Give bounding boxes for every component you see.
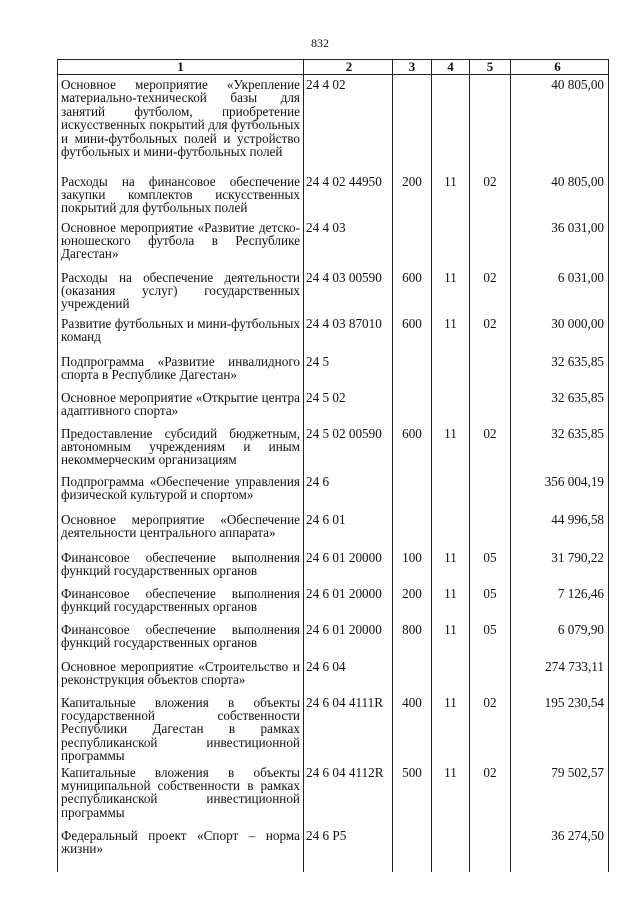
row-amount: 79 502,57 — [511, 763, 609, 826]
row-subsection — [470, 218, 511, 268]
row-section — [432, 472, 470, 510]
row-name: Расходы на обеспечение деятельности (оказания услуг) государственных учреждений — [58, 268, 304, 314]
row-subsection: 02 — [470, 424, 511, 472]
row-name: Федеральный проект «Спорт – норма жизни» — [58, 826, 304, 872]
table-row — [58, 218, 609, 268]
row-code: 24 6 04 4112R — [304, 763, 393, 826]
row-name: Основное мероприятие «Укрепление материально-технической базы для занятий футболом, приобретение искусственных покрытий для футбольных и мини-футбольных полей и устройство футбольных и мини-футбольных полей — [58, 75, 304, 172]
table-row — [58, 75, 609, 172]
row-subsection — [470, 826, 511, 872]
table-body — [58, 75, 609, 872]
row-code: 24 6 04 — [304, 657, 393, 693]
row-expense-type: 500 — [393, 763, 432, 826]
row-amount: 36 031,00 — [511, 218, 609, 268]
row-name: Основное мероприятие «Открытие центра адаптивного спорта» — [58, 388, 304, 424]
table-row — [58, 693, 609, 763]
row-code: 24 6 01 20000 — [304, 584, 393, 620]
row-subsection: 02 — [470, 268, 511, 314]
row-amount: 6 031,00 — [511, 268, 609, 314]
row-code: 24 5 02 00590 — [304, 424, 393, 472]
row-expense-type: 600 — [393, 268, 432, 314]
row-expense-type: 400 — [393, 693, 432, 763]
row-name: Основное мероприятие «Строительство и реконструкция объектов спорта» — [58, 657, 304, 693]
row-amount: 32 635,85 — [511, 352, 609, 388]
row-section — [432, 388, 470, 424]
page-number: 832 — [311, 36, 329, 50]
table-row — [58, 657, 609, 693]
row-code: 24 6 01 20000 — [304, 548, 393, 584]
row-subsection: 05 — [470, 620, 511, 657]
row-code: 24 5 — [304, 352, 393, 388]
row-name: Основное мероприятие «Развитие детско-юношеского футбола в Республике Дагестан» — [58, 218, 304, 268]
row-subsection — [470, 510, 511, 548]
row-amount: 30 000,00 — [511, 314, 609, 352]
header-col-5: 5 — [470, 60, 511, 75]
row-expense-type: 600 — [393, 314, 432, 352]
row-section: 11 — [432, 314, 470, 352]
table-row — [58, 424, 609, 472]
row-section: 11 — [432, 424, 470, 472]
row-subsection: 02 — [470, 314, 511, 352]
row-name: Подпрограмма «Развитие инвалидного спорта в Республике Дагестан» — [58, 352, 304, 388]
table-row — [58, 314, 609, 352]
row-amount: 6 079,90 — [511, 620, 609, 657]
row-name: Капитальные вложения в объекты государственной собственности Республики Дагестан в рамках республиканской инвестиционной программы — [58, 693, 304, 763]
row-expense-type — [393, 472, 432, 510]
row-subsection: 02 — [470, 693, 511, 763]
row-name: Финансовое обеспечение выполнения функций государственных органов — [58, 548, 304, 584]
row-amount: 40 805,00 — [511, 75, 609, 172]
table-row — [58, 584, 609, 620]
row-code: 24 4 02 — [304, 75, 393, 172]
header-col-6: 6 — [511, 60, 609, 75]
row-subsection: 05 — [470, 548, 511, 584]
row-subsection: 05 — [470, 584, 511, 620]
row-expense-type — [393, 352, 432, 388]
row-section: 11 — [432, 584, 470, 620]
table-row — [58, 172, 609, 218]
row-code: 24 6 — [304, 472, 393, 510]
row-code: 24 4 03 87010 — [304, 314, 393, 352]
row-code: 24 4 03 — [304, 218, 393, 268]
row-name: Развитие футбольных и мини-футбольных команд — [58, 314, 304, 352]
row-name: Подпрограмма «Обеспечение управления физической культурой и спортом» — [58, 472, 304, 510]
row-subsection: 02 — [470, 763, 511, 826]
header-col-3: 3 — [393, 60, 432, 75]
row-name: Капитальные вложения в объекты муниципальной собственности в рамках республиканской инвестиционной программы — [58, 763, 304, 826]
row-name: Основное мероприятие «Обеспечение деятельности центрального аппарата» — [58, 510, 304, 548]
row-subsection — [470, 657, 511, 693]
table-row — [58, 388, 609, 424]
row-name: Предоставление субсидий бюджетным, автономным учреждениям и иным некоммерческим организациям — [58, 424, 304, 472]
row-subsection — [470, 388, 511, 424]
row-section — [432, 218, 470, 268]
row-subsection — [470, 75, 511, 172]
row-amount: 7 126,46 — [511, 584, 609, 620]
header-col-2: 2 — [304, 60, 393, 75]
row-name: Финансовое обеспечение выполнения функций государственных органов — [58, 620, 304, 657]
row-code: 24 5 02 — [304, 388, 393, 424]
table-row — [58, 472, 609, 510]
row-amount: 32 635,85 — [511, 388, 609, 424]
row-section — [432, 657, 470, 693]
row-name: Финансовое обеспечение выполнения функций государственных органов — [58, 584, 304, 620]
row-subsection — [470, 472, 511, 510]
row-expense-type — [393, 75, 432, 172]
table-row — [58, 548, 609, 584]
row-expense-type: 100 — [393, 548, 432, 584]
row-expense-type — [393, 388, 432, 424]
budget-table — [57, 59, 609, 872]
row-section: 11 — [432, 693, 470, 763]
table-row — [58, 826, 609, 872]
row-expense-type — [393, 826, 432, 872]
table-row — [58, 268, 609, 314]
row-section: 11 — [432, 172, 470, 218]
row-expense-type: 200 — [393, 584, 432, 620]
row-section — [432, 510, 470, 548]
row-amount: 31 790,22 — [511, 548, 609, 584]
row-amount: 40 805,00 — [511, 172, 609, 218]
table-row — [58, 352, 609, 388]
row-section — [432, 352, 470, 388]
row-amount: 36 274,50 — [511, 826, 609, 872]
row-code: 24 4 03 00590 — [304, 268, 393, 314]
row-amount: 44 996,58 — [511, 510, 609, 548]
row-section: 11 — [432, 620, 470, 657]
row-code: 24 6 04 4111R — [304, 693, 393, 763]
row-expense-type: 200 — [393, 172, 432, 218]
row-amount: 356 004,19 — [511, 472, 609, 510]
row-code: 24 6 P5 — [304, 826, 393, 872]
row-name: Расходы на финансовое обеспечение закупки комплектов искусственных покрытий для футбольных полей — [58, 172, 304, 218]
row-code: 24 4 02 44950 — [304, 172, 393, 218]
header-col-4: 4 — [432, 60, 470, 75]
row-section — [432, 826, 470, 872]
header-row — [58, 60, 609, 75]
row-amount: 195 230,54 — [511, 693, 609, 763]
table-row — [58, 510, 609, 548]
row-section: 11 — [432, 763, 470, 826]
row-section: 11 — [432, 548, 470, 584]
row-code: 24 6 01 — [304, 510, 393, 548]
row-code: 24 6 01 20000 — [304, 620, 393, 657]
row-expense-type — [393, 657, 432, 693]
header-col-1: 1 — [58, 60, 304, 75]
row-expense-type: 600 — [393, 424, 432, 472]
row-section: 11 — [432, 268, 470, 314]
table-row — [58, 763, 609, 826]
row-amount: 274 733,11 — [511, 657, 609, 693]
row-expense-type: 800 — [393, 620, 432, 657]
row-subsection — [470, 352, 511, 388]
row-amount: 32 635,85 — [511, 424, 609, 472]
row-section — [432, 75, 470, 172]
row-subsection: 02 — [470, 172, 511, 218]
row-expense-type — [393, 218, 432, 268]
row-expense-type — [393, 510, 432, 548]
table-row — [58, 620, 609, 657]
table-header — [58, 60, 609, 75]
